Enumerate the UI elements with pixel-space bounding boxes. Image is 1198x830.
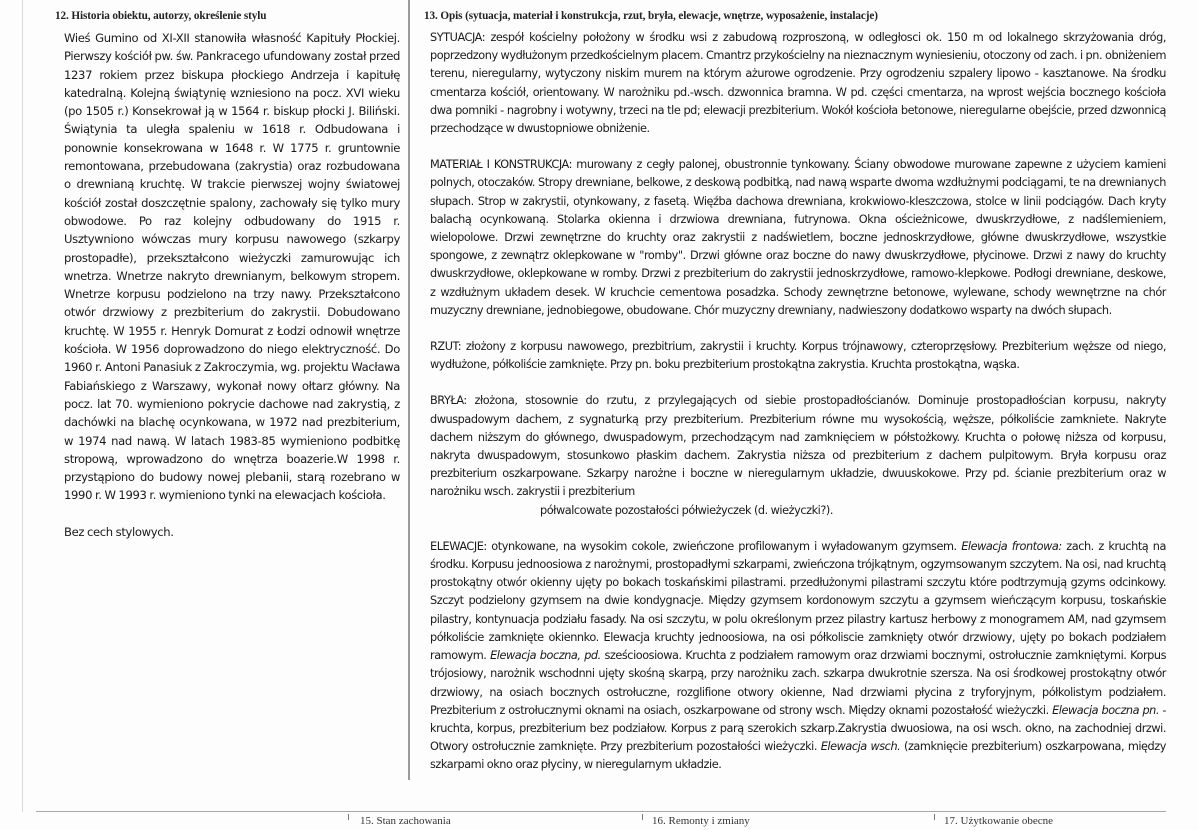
rzut-paragraph: RZUT: złożony z korpusu nawowego, prezbitrium, zakrystii i kruchty. Korpus trójnawowy, czteroprzęsłowy. Prezbiterium węższe od niego, wydłużone, półkoliście zamknięte. Przy pn. boku prezbiterium prostokątna zakrystia. Kruchta prostokątna, wąska. <box>430 340 1166 372</box>
sytuacja-paragraph: SYTUACJA: zespół kościelny położony w środku wsi z zabudową rozproszoną, w odległosci ok. 150 m od lokalnego skrzyżowania dróg, poprzedzony wydłużonym przedkościelnym placem. Cmantrz przykościelny na nieznacznym wyniesieniu, otoczony od zach. i pn. obniżeniem terenu, nieregularny, wytyczony niskim murem na którym ażurowe ogrodzenie. Przy ogrodzeniu szpalery lipowo - kasztanowe. Na środku cmentarza kościół, orientowany. W narożniku pd.-wsch. dzwonnica bramna. W pd. części cmentarza, na wprost wejścia bocznego kościoła dwa pomniki - nagrobny i wotywny, trzeci na tle pd; elewacji prezbiterium. Wokół kościoła betonowe, nieregularne obejście, przed dzwonnicą przechodzące w dwustopniowe obniżenie. <box>430 31 1166 136</box>
section-13-description <box>410 0 1190 808</box>
section-12-title: 12. Historia obiektu, autorzy, określenie stylu <box>55 10 267 22</box>
elewacja-wsch-label: Elewacja wsch. <box>820 740 901 754</box>
elewacja-boczna-pn-label: Elewacja boczna pn. <box>1052 703 1160 717</box>
style-statement: Bez cech stylowych. <box>64 524 174 539</box>
history-paragraph: Wieś Gumino od XI-XII stanowiła własność Kapituły Płockiej. Pierwszy kościół pw. św. Pankracego ufundowany został przed 1237 rokiem przez biskupa płockiego Andrzeja i kapitułę katedralną. Kolejną świątynię wzniesiono na pocz. XVI wieku (po 1505 r.) Konsekrował ją w 1564 r. biskup płocki J. Biliński. Świątynia ta uległa spaleniu w 1618 r. Odbudowana i ponownie konsekrowana w 1648 r. W 1775 r. gruntownie remontowana, przebudowana (zakrystia) oraz rozbudowana o drewnianą kruchtę. W trakcie pierwszej wojny światowej kościół został doszczętnie spalony, zachowały się tylko mury obwodowe. Po raz kolejny odbudowany do 1915 r. Usztywniono wówczas mury korpusu nawowego (szkarpy prostopadłe), przekształcono wieżyczki zamurowując ich wnetrza. Wnetrze nakryto drewnianym, belkowym stropem. Wnetrze korpusu podzielono na trzy nawy. Przekształcono otwór drzwiowy z prezbiterium do zakrystii. Dobudowano kruchtę. W 1955 r. Henryk Domurat z Łodzi odnowił wnętrze kościoła. W 1956 doprowadzono do niego elektryczność. Do 1960 r. Antoni Panasiuk z Zakroczymia, wg. projektu Wacława Fabiańskiego z Warszawy, wykonał nowy ołtarz główny. Na pocz. lat 70. wymieniono pokrycie dachowe nad zakrystią, z dachówki na blachę ocynkowana, w 1972 nad prezbiterium, w 1974 nad nawą. W latach 1983-85 wymieniono podbitkę stropową, wprowadzono do wnętrza boazerie.W 1998 r. przystąpiono do budowy nowej plebanii, starą rozebrano w 1990 r. W 1993 r. wymieniono tynki na elewacjach kościoła. <box>64 31 400 503</box>
bottom-column-divider <box>642 814 643 820</box>
elewacja-frontowa-text: zach. z kruchtą na środku. Korpusu jednoosiowa z narożnymi, prostopadłymi szkarpami, zwieńczona trójkątnym, ogzymsowanym szczytem. Na osi, nad kruchtą prostokątny otwór okienny ujęty po bokach toskańskimi pilastrami. przedłużonymi pilastrami szczytu które podtrzymują gzyms odcinkowy. Szczyt podzielony gzymsem na dwie kondygnacje. Między gzymsem kordonowym szczytu a gzymsem wieńczącym korpusu, toskańskie pilastry, kontynuacja podziału fasady. Na osi szczytu, w polu określonym przez pilastry kartusz herbowy z monogramem AM, nad gzymsem półkoliście zamknięte okiennko. Elewacja kruchty jednoosiowa, na osi półkoliscie zamknięty otwór drzwiowy, ujęty po bokach podziałem ramowym. <box>430 539 1166 663</box>
bottom-column-divider <box>934 814 935 820</box>
section-12-history <box>22 0 410 780</box>
elewacja-wsch-text: (zamknięcie prezbiterium) oszkarpowana, między szkarpami okno oraz płyciny, w nieregularnym układzie. <box>430 740 1166 772</box>
bottom-column-divider <box>348 814 349 820</box>
section-15-title: 15. Stan zachowania <box>360 815 451 827</box>
section-13-title: 13. Opis (sytuacja, materiał i konstrukcja, rzut, bryła, elewacje, wnętrze, wyposażenie, instalacje) <box>424 10 878 22</box>
bryla-last-line: półwalcowate pozostałości półwieżyczek (d. wieżyczki?). <box>540 503 833 517</box>
elewacja-boczna-pd-text: sześcioosiowa. Kruchta z podziałem ramowym oraz drzwiami bocznymi, ostrołucznie zamkniętymi. Korpus trójosiowy, narożnik wschodnni ujęty skośną skarpą, przy narożniku zach. szkarpa dwukrotnie szersza. Na osi środkowej prostokątny otwór drzwiowy, na osiach bocznych ostrołuczne, rozglifione otwory okienne, Nad drzwiami płycina z tryforyjnym, półkolistym podziałem. Prezbiterium z ostrołucznymi oknami na osiach, oszkarpowane od strony wsch. Między oknami pozostałość wieżyczki. <box>430 649 1167 717</box>
elewacja-boczna-pd-label: Elewacja boczna, pd. <box>490 649 601 663</box>
section-12-body <box>64 29 400 541</box>
material-paragraph: MATERIAŁ I KONSTRUKCJA: murowany z cegły palonej, obustronnie tynkowany. Ściany obwodowe murowane zapewne z użyciem kamieni polnych, otoczaków. Stropy drewniane, belkowe, z deskową podbitką, nad nawą wsparte dwoma wzdłużnymi podciągami, te na drewnianych słupach. Strop w zakrystii, otynkowany, z fasetą. Więźba dachowa drewniana, krokwiowo-kleszczowa, stolce w linii podciągów. Dach kryty balachą ocynkowaną. Stolarka okienna i drzwiowa drewniana, futrynowa. Okna ościeżnicowe, dwuskrzydłowe, z nadślemieniem, wielopolowe. Drzwi zewnętrzne do kruchty oraz zakrystii z nadświetlem, boczne jednoskrzydłowe, główne dwuskrzydłowe, wszystkie spongowe, z zewnątrz oklepkowane w "romby". Drzwi główne oraz boczne do nawy dwuskrzydłowe, płycinowe. Drzwi z nawy do kruchty dwuskrzydłowe, oklepkowane w romby. Drzwi z prezbiterium do zakrystii jednoskrzydłowe, ramowo-klepkowe. Podłogi drewniane, deskowe, z wzdłużnym układem desek. W kruchcie cementowa posadzka. Schody zewnętrzne betonowe, wylewane, schody wewnętrzne na chór muzyczny drewniane, jednobiegowe, obudowane. Chór muzyczny drewniany, nadwieszony dodatkowo wsparty na dwóch słupach. <box>430 158 1166 317</box>
elewacja-boczna-pn-text: - kruchta, korpus, prezbiterium bez podziałow. Korpus z parą szerokich szkarp.Zakrystia dwuosiowa, na osi wsch. okno, na zachodniej drzwi. Otwory ostrołucznie zamknięte. Przy prezbiterium pozostałości wieżyczki. <box>430 703 1167 754</box>
elewacje-intro: ELEWACJE: otynkowane, na wysokim cokole, zwieńczone profilowanym i wyładowanym gzymsem. <box>430 539 957 553</box>
bryla-text: BRYŁA: złożona, stosownie do rzutu, z przylegających od siebie prostopadłościanów. Dominuje prostopadłościan korpusu, nakryty dwuspadowym dachem, z sygnaturką przy prezbiterium. Prezbiterium równe mu wysokością, węższe, półkoliście zamkniete. Nakryte dachem niższym do głównego, dwuspadowym, przechodzącym nad zamknięciem w półstożkowy. Kruchta o połowę niższa od korpusu, nakryta dwuspadowym, stosunkowo płaskim dachem. Zakrystia niższa od prezbiterium z dachem pulpitowym. Bryła korpusu oraz prezbiterium oszkarpowane. Szkarpy narożne i boczne w nieregularnym układzie, dwuuskokowe. Przy pd. ścianie prezbiterium oraz w narożniku wsch. zakrystii i prezbiterium <box>430 394 1166 499</box>
bryla-paragraph <box>430 392 1166 501</box>
elewacje-paragraph <box>430 538 1166 775</box>
section-13-body <box>430 29 1166 775</box>
elewacja-frontowa-label: Elewacja frontowa: <box>961 539 1062 553</box>
section-17-title: 17. Użytkowanie obecne <box>944 815 1054 827</box>
section-16-title: 16. Remonty i zmiany <box>652 815 750 827</box>
